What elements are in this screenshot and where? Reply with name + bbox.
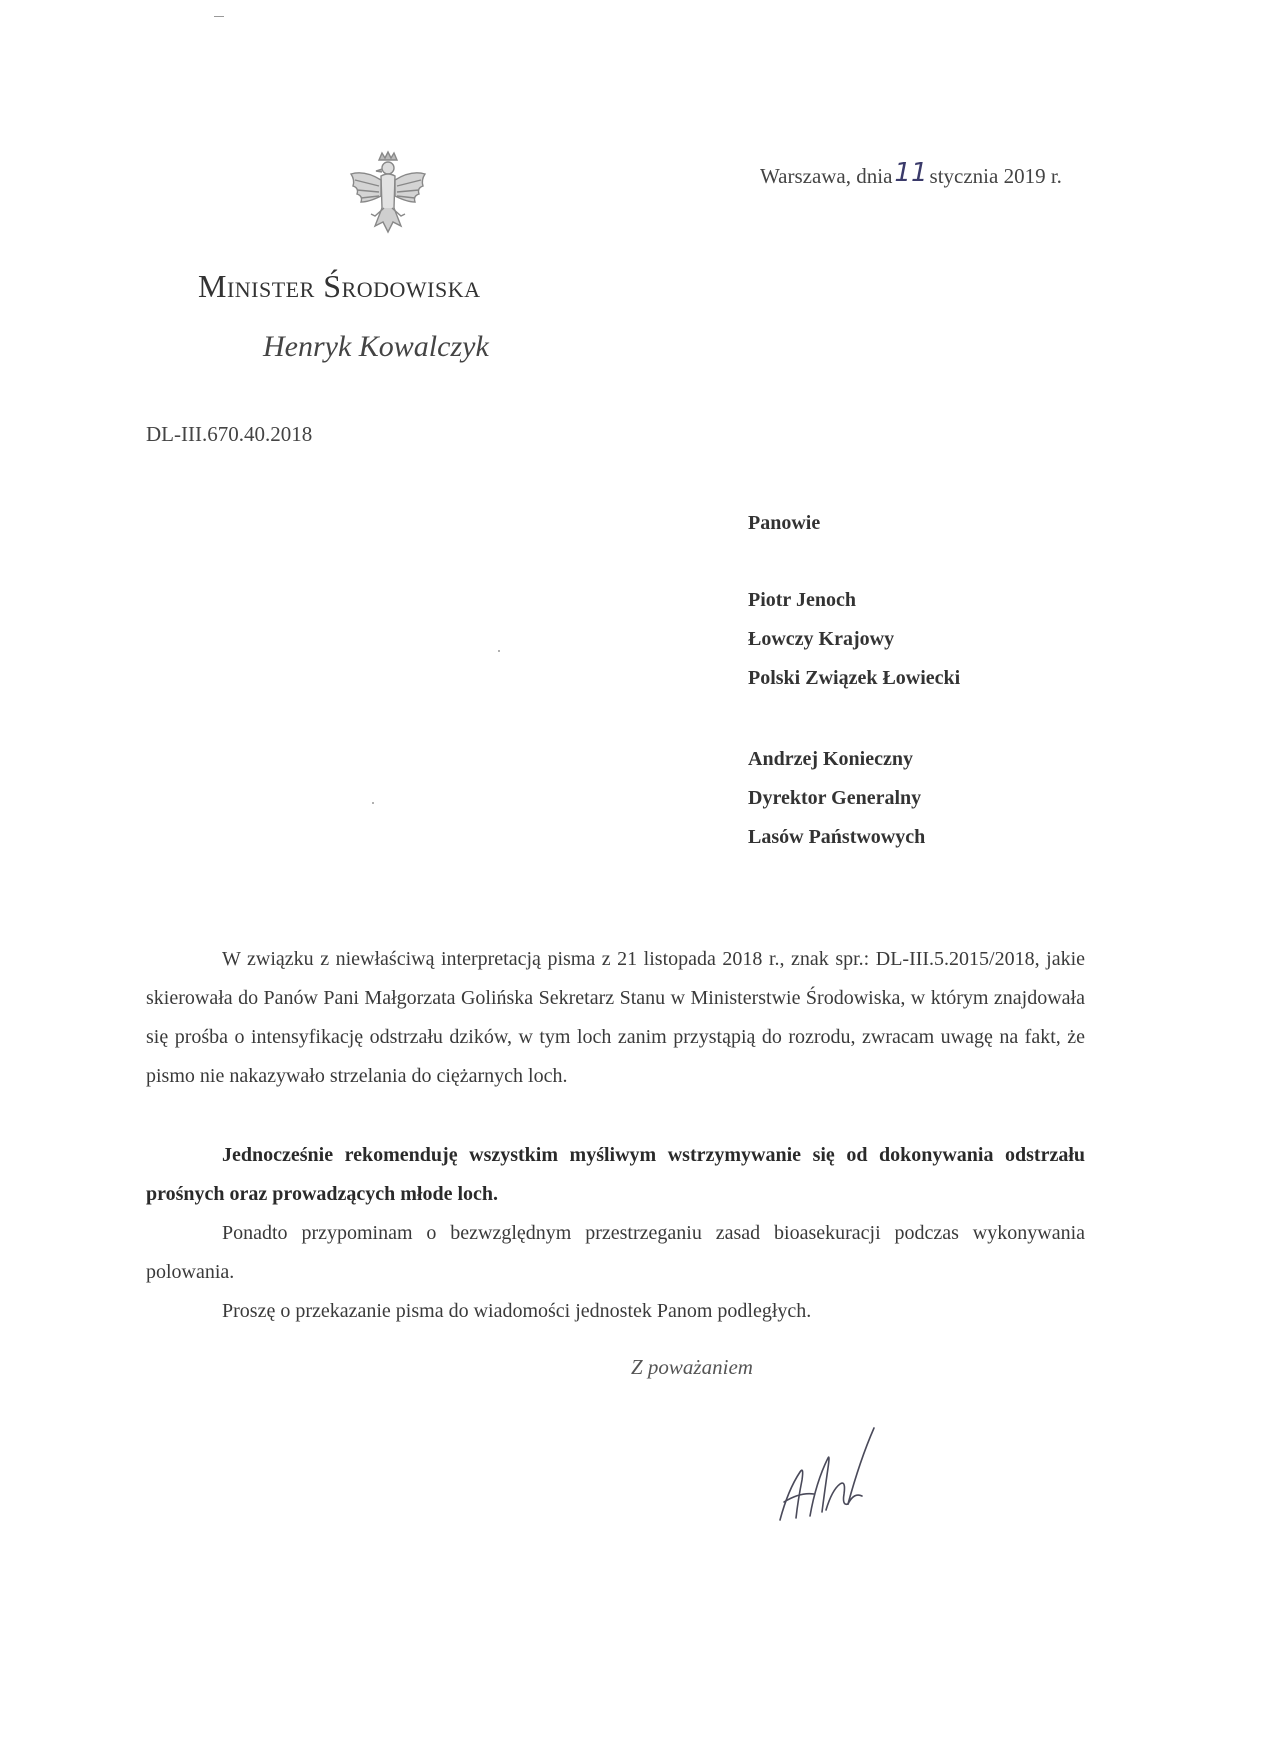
minister-name: Henryk Kowalczyk bbox=[263, 330, 489, 363]
recipient-line: Andrzej Konieczny bbox=[748, 748, 913, 770]
minister-title: Minister Środowiska bbox=[198, 268, 481, 304]
recipient-line: Polski Związek Łowiecki bbox=[748, 667, 961, 689]
recipient-line: Lasów Państwowych bbox=[748, 826, 926, 848]
date-prefix: Warszawa, dnia bbox=[760, 164, 893, 188]
scan-speck bbox=[214, 16, 224, 17]
scan-speck bbox=[372, 802, 374, 804]
recipient-line: Łowczy Krajowy bbox=[748, 628, 895, 650]
closing-phrase: Z poważaniem bbox=[631, 1355, 753, 1379]
body-paragraph: Proszę o przekazanie pisma do wiadomości jednostek Panom podległych. bbox=[222, 1300, 812, 1322]
date-line bbox=[760, 160, 1062, 190]
salutation: Panowie bbox=[748, 512, 821, 534]
date-day: 11 bbox=[894, 158, 928, 188]
date-suffix: stycznia 2019 r. bbox=[929, 164, 1062, 188]
scan-speck bbox=[498, 650, 500, 652]
body-paragraph: W związku z niewłaściwą interpretacją pisma z 21 listopada 2018 r., znak spr.: DL-III.5.2015/2018, jakie skierowała do Panów Pani Małgorzata Golińska Sekretarz Stanu w Ministerstwie Środowiska, w którym znajdowała się prośba o intensyfikację odstrzału dzików, w tym loch zanim przystąpią do rozrodu, zwracam uwagę na fakt, że pismo nie nakazywało strzelania do ciężarnych loch. bbox=[146, 948, 1085, 1087]
reference-number: DL-III.670.40.2018 bbox=[146, 422, 313, 446]
body-paragraph-bold: Jednocześnie rekomenduję wszystkim myśliwym wstrzymywanie się od dokonywania odstrzału prośnych oraz prowadzących młode loch. bbox=[146, 1144, 1085, 1205]
body-paragraph: Ponadto przypominam o bezwzględnym przestrzeganiu zasad bioasekuracji podczas wykonywania polowania. bbox=[146, 1222, 1085, 1283]
recipient-line: Piotr Jenoch bbox=[748, 589, 856, 611]
handwritten-signature bbox=[770, 1420, 890, 1530]
polish-eagle-emblem-icon bbox=[345, 150, 431, 242]
recipient-line: Dyrektor Generalny bbox=[748, 787, 922, 809]
